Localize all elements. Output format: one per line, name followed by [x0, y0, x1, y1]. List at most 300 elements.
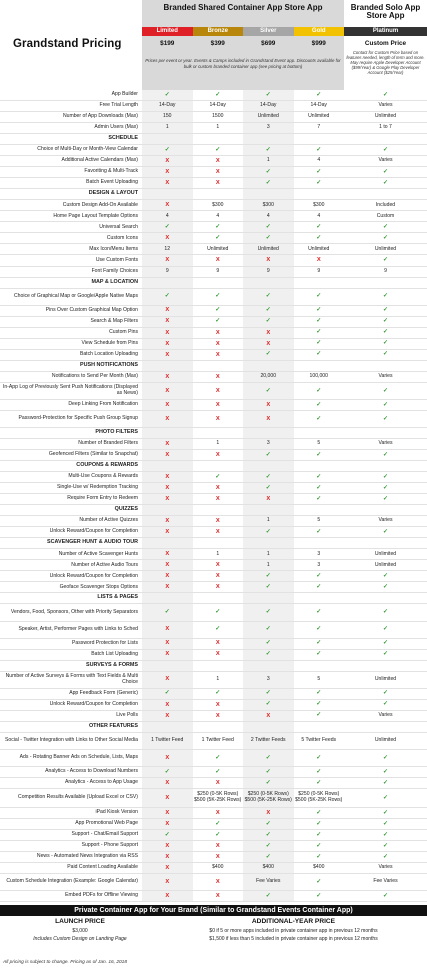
cell-value: 9 [266, 267, 270, 274]
value-cell [193, 650, 244, 660]
value-cell [142, 328, 193, 338]
cell-value: 5 Twitter Feeds [301, 737, 337, 744]
feature-row [0, 891, 427, 902]
x-icon: X [215, 529, 220, 536]
section-cell [142, 661, 193, 671]
value-cell [294, 317, 345, 327]
launch-price-value: $3,000 [72, 927, 88, 934]
x-icon: X [165, 307, 170, 314]
feature-row [0, 372, 427, 383]
value-cell [193, 317, 244, 327]
feature-label: Home Page Layout Template Options [53, 212, 138, 219]
value-cell [142, 494, 193, 504]
feature-label: In-App Log of Previously Sent Push Notifications (Displayed as News) [2, 384, 138, 396]
feature-label: Additional Active Calendars (Max) [61, 157, 138, 164]
value-cell [344, 650, 427, 660]
value-cell [294, 339, 345, 349]
feature-label: Multi-Use Coupons & Rewards [68, 473, 138, 480]
check-icon: ✓ [164, 609, 170, 616]
feature-label: Unlock Reward/Coupon for Completion [49, 700, 138, 707]
value-cell [344, 439, 427, 449]
value-cell [344, 494, 427, 504]
section-cell [344, 134, 427, 144]
value-cell [193, 863, 244, 873]
x-icon: X [165, 820, 170, 827]
feature-label: News - Automated News Integration via RSS [36, 853, 138, 860]
value-cell [344, 819, 427, 829]
value-cell [243, 439, 294, 449]
value-cell [142, 145, 193, 155]
value-cell [294, 852, 345, 862]
value-cell [243, 841, 294, 851]
section-cell [193, 361, 244, 371]
cell-value: 1 [165, 124, 169, 131]
x-icon: X [165, 779, 170, 786]
section-header-row [0, 593, 427, 604]
section-cell [344, 278, 427, 288]
value-cell [294, 233, 345, 243]
value-cell [344, 178, 427, 188]
feature-label: Custom Design Add-On Available [62, 201, 138, 208]
x-icon: X [165, 235, 170, 242]
value-cell [294, 350, 345, 360]
value-cell [243, 582, 294, 592]
feature-row [0, 689, 427, 700]
check-icon: ✓ [316, 584, 322, 591]
feature-label: Unlock Reward/Coupon for Completion [49, 528, 138, 535]
value-cell [294, 639, 345, 649]
value-cell [243, 494, 294, 504]
tier-band: Limited [142, 27, 193, 36]
check-icon: ✓ [316, 809, 322, 816]
value-cell [243, 516, 294, 526]
feature-row [0, 841, 427, 852]
value-cell [243, 650, 294, 660]
value-cell [243, 289, 294, 305]
check-icon: ✓ [215, 768, 221, 775]
value-cell [294, 222, 345, 232]
value-cell [344, 622, 427, 638]
section-title: SCHEDULE [108, 135, 138, 142]
feature-label: Batch Event Uploading [86, 179, 138, 186]
check-icon: ✓ [265, 584, 271, 591]
x-icon: X [266, 495, 271, 502]
feature-label: App Promotional Web Page [75, 820, 138, 827]
value-cell [344, 167, 427, 177]
value-cell [142, 789, 193, 807]
value-cell [243, 306, 294, 316]
section-cell [344, 593, 427, 603]
feature-label: Live Polls [116, 711, 138, 718]
check-icon: ✓ [265, 651, 271, 658]
feature-label: Paid Content Loading Available [67, 864, 138, 871]
check-icon: ✓ [164, 293, 170, 300]
section-cell [142, 134, 193, 144]
value-cell [142, 650, 193, 660]
cell-value: 1 [216, 440, 220, 447]
value-cell [193, 156, 244, 166]
check-icon: ✓ [265, 451, 271, 458]
cell-value: $300 [313, 201, 325, 208]
value-cell [193, 400, 244, 410]
value-cell [193, 750, 244, 766]
check-icon: ✓ [215, 224, 221, 231]
value-cell [142, 211, 193, 221]
value-cell [142, 339, 193, 349]
value-cell [142, 874, 193, 890]
check-icon: ✓ [316, 690, 322, 697]
solo-app-header [344, 0, 427, 90]
x-icon: X [215, 842, 220, 849]
value-cell [294, 560, 345, 570]
check-icon: ✓ [316, 168, 322, 175]
cell-value: 20,000 [260, 373, 277, 380]
cell-value: 1500 [212, 113, 224, 120]
section-cell [193, 538, 244, 548]
cell-value: Fee Varies [373, 878, 398, 885]
cell-value: Fee Varies [256, 878, 281, 885]
x-icon: X [165, 701, 170, 708]
section-header-row [0, 428, 427, 439]
value-cell [142, 372, 193, 382]
x-icon: X [215, 401, 220, 408]
value-cell [193, 891, 244, 901]
x-icon: X [165, 551, 170, 558]
tier-band: Bronze [193, 27, 244, 36]
value-cell [243, 145, 294, 155]
feature-row [0, 516, 427, 527]
check-icon: ✓ [316, 495, 322, 502]
check-icon: ✓ [316, 609, 322, 616]
value-cell [142, 472, 193, 482]
check-icon: ✓ [265, 768, 271, 775]
x-icon: X [215, 518, 220, 525]
cell-value: 14-Day [159, 102, 176, 109]
value-cell [142, 483, 193, 493]
check-icon: ✓ [382, 318, 389, 325]
section-header-row [0, 661, 427, 672]
value-cell [193, 472, 244, 482]
feature-label: Admin Users (Max) [94, 124, 138, 131]
value-cell [243, 123, 294, 133]
value-cell [193, 178, 244, 188]
section-title: DESIGN & LAYOUT [88, 190, 138, 197]
value-cell [294, 200, 345, 210]
value-cell [142, 571, 193, 581]
section-cell [294, 593, 345, 603]
feature-row [0, 767, 427, 778]
check-icon: ✓ [265, 820, 271, 827]
cell-value: 3 [266, 124, 270, 131]
cell-value: 9 [317, 267, 321, 274]
feature-row [0, 549, 427, 560]
x-icon: X [215, 495, 220, 502]
value-cell [294, 863, 345, 873]
solo-pricing-note: Contact for Custom Price based on features needed, length of term and more. May require Apple Developer Account ($99/Year) & Google Play Developer Account ($25/Year) [346, 50, 425, 76]
cell-value: 2 Twitter Feeds [250, 737, 286, 744]
cell-value: 4 [216, 212, 220, 219]
section-cell [243, 428, 294, 438]
check-icon: ✓ [215, 91, 221, 98]
section-cell [243, 189, 294, 199]
value-cell [344, 211, 427, 221]
feature-label: Number of Active Audio Tours [71, 561, 138, 568]
section-cell [294, 278, 345, 288]
value-cell [193, 672, 244, 688]
value-cell [142, 200, 193, 210]
feature-row [0, 328, 427, 339]
x-icon: X [165, 415, 170, 422]
feature-row [0, 101, 427, 112]
value-cell [193, 222, 244, 232]
check-icon: ✓ [382, 609, 389, 616]
section-cell [243, 278, 294, 288]
cell-value: 9 [165, 267, 169, 274]
value-cell [344, 112, 427, 122]
check-icon: ✓ [316, 91, 322, 98]
value-cell [294, 306, 345, 316]
feature-label: App Feedback Form (Generic) [69, 689, 138, 696]
section-cell [142, 189, 193, 199]
x-icon: X [165, 401, 170, 408]
feature-row [0, 472, 427, 483]
cell-value: Unlimited [374, 737, 397, 744]
section-cell [294, 189, 345, 199]
cell-value: 1 [266, 517, 270, 524]
check-icon: ✓ [316, 651, 322, 658]
section-cell [193, 428, 244, 438]
value-cell [193, 167, 244, 177]
value-cell [243, 112, 294, 122]
feature-row [0, 317, 427, 328]
value-cell [193, 560, 244, 570]
value-cell [294, 112, 345, 122]
private-container-section [0, 905, 427, 955]
cell-value: 4 [317, 212, 321, 219]
value-cell [294, 841, 345, 851]
value-cell [243, 211, 294, 221]
x-icon: X [165, 809, 170, 816]
page-title: Grandstand Pricing [13, 38, 122, 50]
feature-label: Max Icon/Menu Items [89, 245, 138, 252]
tier-list [142, 27, 344, 47]
cell-value: 14-Day [260, 102, 277, 109]
feature-row [0, 383, 427, 400]
value-cell [243, 560, 294, 570]
check-icon: ✓ [382, 146, 389, 153]
value-cell [193, 789, 244, 807]
check-icon: ✓ [164, 690, 170, 697]
value-cell [243, 350, 294, 360]
value-cell [344, 350, 427, 360]
value-cell [294, 700, 345, 710]
value-cell [294, 156, 345, 166]
cell-value: $400 [262, 864, 274, 871]
x-icon: X [215, 712, 220, 719]
cell-value: $250 (0-5K Rows) $500 (5K-25K Rows) [194, 791, 242, 803]
section-title: COUPONS & REWARDS [76, 462, 138, 469]
feature-label: Number of Active Surveys & Forms with Text Fields & Multi Choice [5, 673, 138, 685]
check-icon: ✓ [265, 179, 271, 186]
launch-price-heading: LAUNCH PRICE [55, 918, 105, 925]
check-icon: ✓ [316, 626, 322, 633]
value-cell [243, 222, 294, 232]
check-icon: ✓ [265, 528, 271, 535]
feature-label: Custom Pins [109, 328, 138, 335]
value-cell [294, 439, 345, 449]
x-icon: X [165, 351, 170, 358]
check-icon: ✓ [382, 853, 389, 860]
check-icon: ✓ [215, 820, 221, 827]
check-icon: ✓ [382, 651, 389, 658]
cell-value: 1 [266, 157, 270, 164]
section-header-row [0, 505, 427, 516]
value-cell [294, 383, 345, 399]
value-cell [243, 527, 294, 537]
check-icon: ✓ [265, 754, 271, 761]
additional-year-line-2: $1,500 if less than 5 included in private container app in previous 12 months [209, 936, 378, 943]
check-icon: ✓ [215, 235, 221, 242]
shared-app-header [142, 0, 344, 90]
value-cell [243, 328, 294, 338]
value-cell [294, 123, 345, 133]
value-cell [294, 244, 345, 254]
value-cell [294, 516, 345, 526]
value-cell [294, 328, 345, 338]
value-cell [243, 167, 294, 177]
value-cell [294, 778, 345, 788]
value-cell [344, 841, 427, 851]
x-icon: X [215, 879, 220, 886]
value-cell [142, 244, 193, 254]
feature-row [0, 571, 427, 582]
cell-value: Unlimited [374, 245, 397, 252]
value-cell [193, 689, 244, 699]
value-cell [344, 874, 427, 890]
x-icon: X [266, 712, 271, 719]
value-cell [142, 411, 193, 427]
value-cell [243, 852, 294, 862]
value-cell [344, 863, 427, 873]
section-cell [142, 538, 193, 548]
feature-row [0, 819, 427, 830]
section-title: PHOTO FILTERS [95, 429, 138, 435]
value-cell [344, 733, 427, 749]
feature-label: Universal Search [99, 223, 138, 230]
value-cell [193, 527, 244, 537]
x-icon: X [215, 180, 220, 187]
feature-label: Font Family Choices [91, 267, 138, 274]
tier-platinum-band: Platinum [344, 27, 427, 36]
cell-value: Unlimited [374, 113, 397, 120]
check-icon: ✓ [382, 91, 389, 98]
section-cell [294, 428, 345, 438]
value-cell [294, 711, 345, 721]
tier-platinum-price: Custom Price [364, 40, 407, 47]
x-icon: X [165, 440, 170, 447]
value-cell [344, 400, 427, 410]
section-cell [193, 278, 244, 288]
value-cell [294, 483, 345, 493]
value-cell [344, 808, 427, 818]
check-icon: ✓ [265, 842, 271, 849]
cell-value: Unlimited [257, 245, 279, 252]
feature-label: Search & Map Filters [90, 317, 138, 324]
value-cell [142, 852, 193, 862]
value-cell [193, 328, 244, 338]
check-icon: ✓ [316, 318, 322, 325]
value-cell [243, 255, 294, 265]
check-icon: ✓ [316, 528, 322, 535]
check-icon: ✓ [316, 640, 322, 647]
section-header-row [0, 722, 427, 733]
check-icon: ✓ [265, 892, 271, 899]
cell-value: 3 [317, 550, 321, 557]
check-icon: ✓ [316, 307, 322, 314]
cell-value: Included [375, 201, 396, 208]
cell-value: 1 [216, 124, 220, 131]
check-icon: ✓ [382, 690, 389, 697]
shared-app-title: Branded Shared Container App Store App [163, 3, 323, 12]
check-icon: ✓ [382, 340, 389, 347]
value-cell [243, 178, 294, 188]
value-cell [193, 90, 244, 100]
value-cell [193, 383, 244, 399]
value-cell [294, 101, 345, 111]
check-icon: ✓ [316, 768, 322, 775]
value-cell [193, 874, 244, 890]
check-icon: ✓ [215, 318, 221, 325]
cell-value: 14-Day [310, 102, 327, 109]
value-cell [344, 830, 427, 840]
check-icon: ✓ [265, 779, 271, 786]
section-cell [243, 134, 294, 144]
feature-row [0, 439, 427, 450]
feature-label: Competition Results Available (Upload Excel or CSV) [18, 794, 138, 801]
x-icon: X [165, 529, 170, 536]
section-cell [142, 461, 193, 471]
value-cell [243, 830, 294, 840]
value-cell [193, 830, 244, 840]
value-cell [344, 750, 427, 766]
section-cell [142, 505, 193, 515]
value-cell [243, 863, 294, 873]
value-cell [193, 450, 244, 460]
section-cell [344, 505, 427, 515]
value-cell [243, 789, 294, 807]
value-cell [294, 650, 345, 660]
check-icon: ✓ [382, 451, 389, 458]
section-cell [193, 134, 244, 144]
x-icon: X [165, 573, 170, 580]
value-cell [344, 339, 427, 349]
cell-value: 3 [317, 561, 321, 568]
x-icon: X [165, 373, 170, 380]
check-icon: ✓ [215, 609, 221, 616]
value-cell [142, 819, 193, 829]
cell-value: 4 [165, 212, 169, 219]
x-icon: X [215, 158, 220, 165]
check-icon: ✓ [382, 235, 389, 242]
feature-label: Favoriting & Multi-Track [84, 168, 138, 175]
section-title: PUSH NOTIFICATIONS [80, 361, 138, 368]
private-container-title: Private Container App for Your Brand (Similar to Grandstand Events Container App) [0, 905, 427, 916]
cell-value: Unlimited [374, 561, 397, 568]
value-cell [142, 516, 193, 526]
value-cell [294, 411, 345, 427]
value-cell [243, 101, 294, 111]
check-icon: ✓ [265, 473, 271, 480]
